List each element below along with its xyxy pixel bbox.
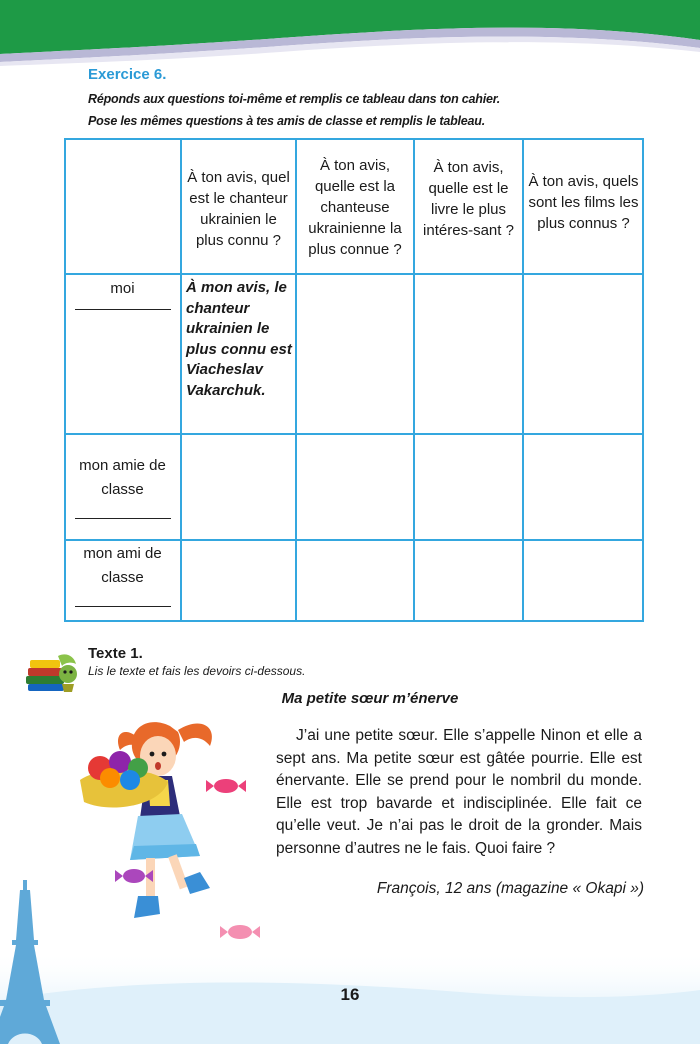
row-label-text: moi (110, 280, 135, 297)
books-icon (22, 644, 80, 694)
story-body (276, 725, 642, 860)
sample-answer: À mon avis, le chanteur ukrainien le plus connu est Viacheslav Vakarchuk. (186, 279, 292, 399)
header-book: À ton avis, quelle est le livre le plus intéres-sant ? (423, 159, 514, 239)
name-blank-line (75, 518, 171, 519)
row-label-ami (64, 540, 181, 622)
name-blank-line (75, 309, 171, 310)
exercise-instruction-2: Pose les mêmes questions à tes amis de classe et remplis le tableau. (88, 114, 486, 128)
row-label-text: mon ami de classe (83, 545, 162, 586)
candy-icon (206, 779, 246, 793)
page-number: 16 (340, 985, 360, 1004)
bottom-decoration (0, 880, 700, 1044)
row-label-text: mon amie de classe (79, 457, 166, 498)
exercise-instruction-1: Réponds aux questions toi-même et remplis ce tableau dans ton cahier. (88, 92, 501, 106)
header-female-singer: À ton avis, quelle est la chanteuse ukrainienne la plus connue ? (308, 156, 402, 258)
texte-title: Texte 1. (88, 645, 143, 662)
story-title: Ma petite sœur m’énerve (281, 690, 459, 707)
row-label-amie (64, 434, 181, 540)
story-text: J’ai une petite sœur. Elle s’appelle Ninon et elle a sept ans. Ma petite sœur est gâtée pourrie. Elle est énervante. Elle se prend pour le nombril du monde. Elle est trop bavarde et indisciplinée. Elle fait ce qu’elle veut. Je n’ai pas le droit de la gronder. Mais personne d’autres ne le fais. Quoi faire ? (276, 727, 642, 857)
survey-table (64, 138, 644, 622)
top-decorative-band (0, 0, 700, 66)
name-blank-line (75, 606, 171, 607)
texte-instruction: Lis le texte et fais les devoirs ci-dessous. (88, 664, 306, 678)
story-signature: François, 12 ans (magazine « Okapi ») (376, 880, 644, 897)
exercise-title: Exercice 6. (88, 66, 167, 83)
header-singer: À ton avis, quel est le chanteur ukrainien le plus connu ? (187, 169, 290, 249)
row-label-moi (64, 274, 181, 434)
header-films: À ton avis, quels sont les films les plus connus ? (528, 172, 639, 232)
